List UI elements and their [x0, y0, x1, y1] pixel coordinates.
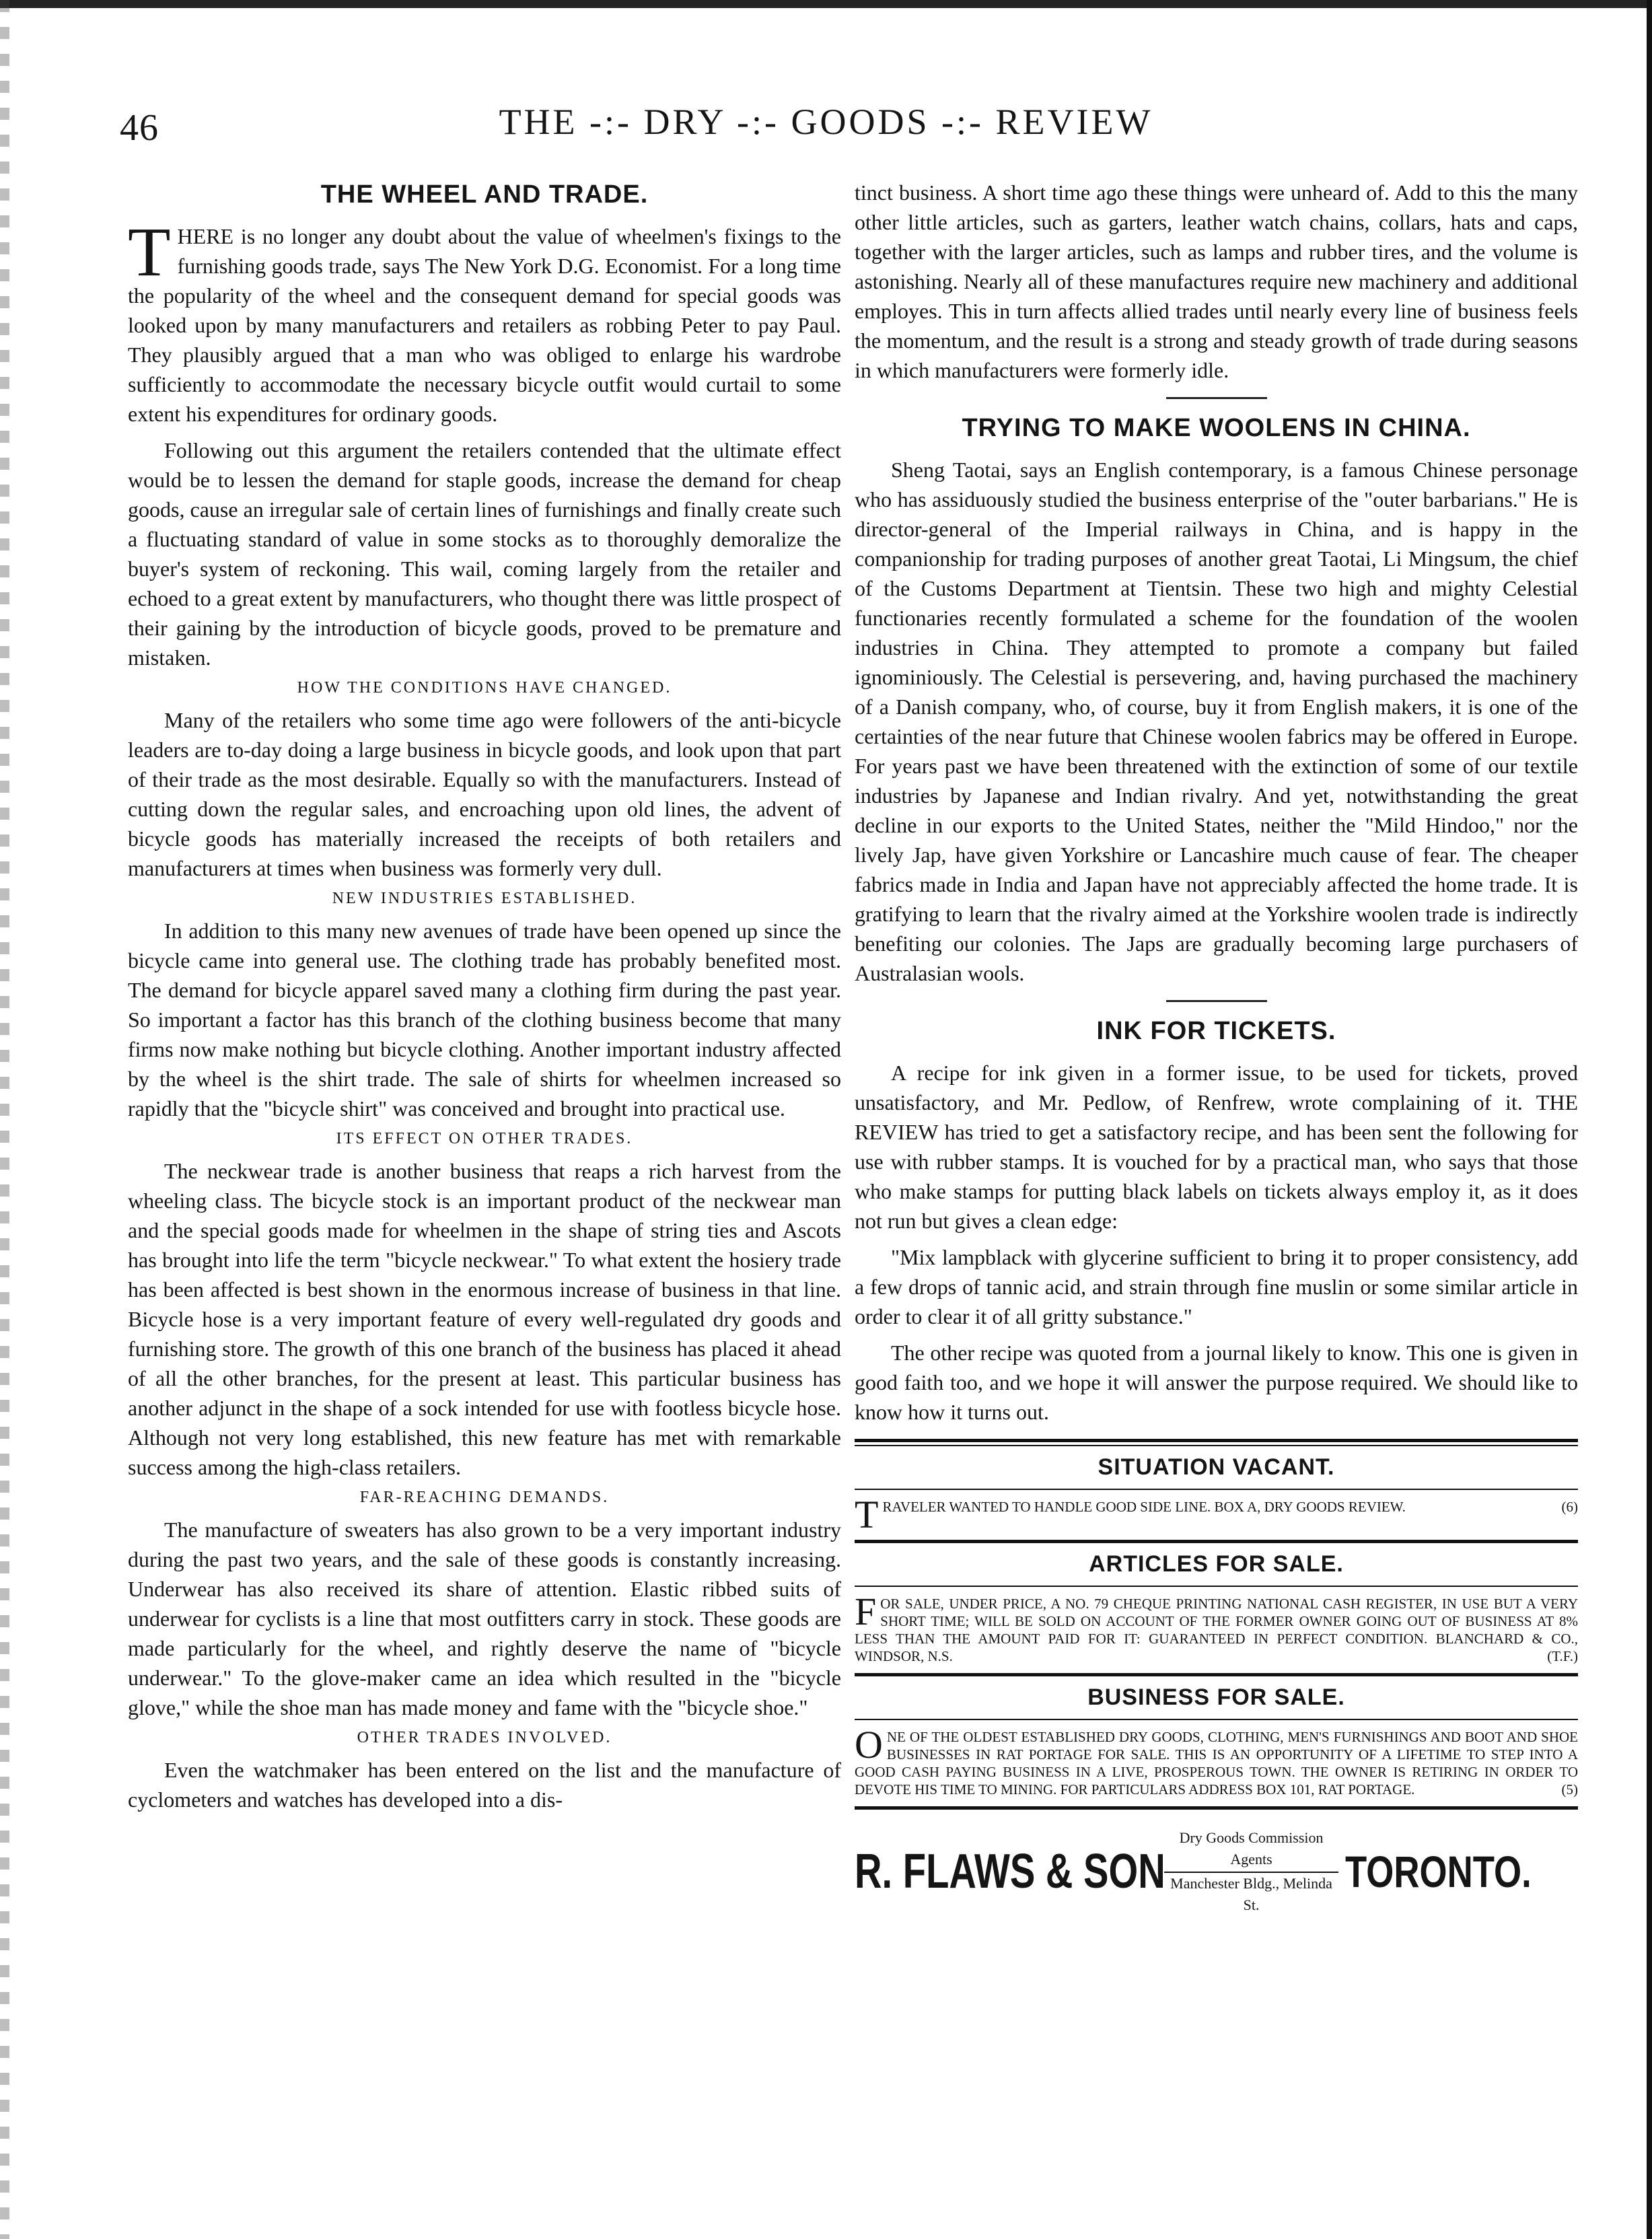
ad-rule [855, 1806, 1578, 1810]
ad-number: (6) [1561, 1499, 1578, 1515]
wheel-paragraph-3: Many of the retailers who some time ago were followers of the anti-bicycle leaders are to-day doing a large business in bicycle goods, and look upon that part of their trade as the most desirable. Equally so with the manufacturers. Instead of cutting down the regular sales, and encroaching upon old lines, the advent of bicycle goods has materially increased the receipts of both retailers and manufacturers at times when business was formerly very dull. [128, 708, 841, 880]
running-head: THE -:- DRY -:- GOODS -:- REVIEW [499, 102, 1153, 142]
article-title-wheel: THE WHEEL AND TRADE. [320, 180, 649, 209]
firm-name: R. FLAWS & SON [855, 1845, 1165, 1898]
separator-rule [1166, 1000, 1267, 1002]
article-title-ink: INK FOR TICKETS. [1096, 1017, 1336, 1045]
left-column [128, 168, 841, 1821]
firm-city: TORONTO. [1345, 1847, 1532, 1896]
situation-vacant-ad [855, 1493, 1578, 1536]
ad-rule [855, 1719, 1578, 1720]
subheading-demands: FAR-REACHING DEMANDS. [359, 1489, 610, 1506]
ink-paragraph-1: A recipe for ink given in a former issue, to be used for tickets, proved unsatisfactory, and Mr. Pedlow, of Renfrew, wrote complaining of it. THE REVIEW has tried to get a satisfactory recipe, and has been sent the following for use with rubber stamps. It is vouched for by a practical man, who says that those who make stamps for putting black labels on tickets always employ it, as it does not run but gives a clean edge: [855, 1061, 1578, 1233]
top-border [0, 0, 1652, 8]
firm-trade: Dry Goods Commission Agents [1164, 1827, 1338, 1873]
ad-rule [855, 1673, 1578, 1676]
articles-for-sale-heading: ARTICLES FOR SALE. [1089, 1551, 1344, 1577]
footer-advertisement [855, 1827, 1578, 1916]
situation-vacant-text: RAVELER WANTED TO HANDLE GOOD SIDE LINE. BOX A, DRY GOODS REVIEW. [882, 1499, 1406, 1515]
ink-paragraph-2: "Mix lampblack with glycerine sufficient to bring it to proper consistency, add a few drops of tannic acid, and strain through fine muslin or some similar article in order to clear it of all gritty substance." [855, 1245, 1578, 1328]
business-for-sale-text: NE OF THE OLDEST ESTABLISHED DRY GOODS, CLOTHING, MEN'S FURNISHINGS AND BOOT AND SHOE BUSINESSES IN RAT PORTAGE FOR SALE. THIS IS AN OPPORTUNITY OF A LIFETIME TO STEP INTO A GOOD CASH PAYING BUSINESS IN A LIVE, PROSPEROUS TOWN. THE OWNER IS RETIRING IN ORDER TO DEVOTE HIS TIME TO MINING. FOR PARTICULARS ADDRESS BOX 101, RAT PORTAGE. [855, 1729, 1578, 1798]
wheel-paragraph-5: The neckwear trade is another business that reaps a rich harvest from the wheeling class. The bicycle stock is an important product of the neckwear man and the special goods made for wheelmen in the shape of string ties and Ascots has brought into life the term "bicycle neckwear." To what extent the hosiery trade has been affected is best shown in the enormous increase of business in that line. Bicycle hose is a very important feature of every well-regulated dry goods and furnishing store. The growth of this one branch of the business has placed it ahead of all the other branches, for the present at least. This particular business has another adjunct in the shape of a sock intended for use with footless bicycle hose. Although not very long established, this new feature has met with remarkable success among the high-class retailers. [128, 1159, 841, 1479]
subheading-other-trades: OTHER TRADES INVOLVED. [357, 1729, 612, 1746]
ad-drop-cap: T [855, 1493, 879, 1536]
wheel-paragraph-2: Following out this argument the retailers contended that the ultimate effect would be to lessen the demand for staple goods, increase the demand for cheap goods, cause an irregular sale of certain lines of furnishings and finally create such a fluctuating standard of value in some stocks as to thoroughly demoralize the buyer's system of reckoning. This wail, coming largely from the retailer and echoed to a great extent by manufacturers, who thought there was little prospect of their gaining by the introduction of bicycle goods, proved to be premature and mistaken. [128, 438, 841, 670]
subheading-effect: ITS EFFECT ON OTHER TRADES. [336, 1130, 633, 1147]
ad-rule [855, 1586, 1578, 1587]
right-column [855, 168, 1578, 1916]
ad-rule [855, 1439, 1578, 1442]
ad-drop-cap: F [855, 1590, 877, 1633]
wheel-paragraph-8: tinct business. A short time ago these things were unheard of. Add to this the many other little articles, such as garters, leather watch chains, collars, hats and caps, together with the larger articles, such as lamps and rubber tires, and the volume is astonishing. Nearly all of these manufactures require new machinery and additional employes. This in turn affects allied trades until nearly every line of business feels the momentum, and the result is a strong and steady growth of trade during seasons in which manufacturers were formerly idle. [855, 180, 1578, 382]
classified-ads [855, 1439, 1578, 1810]
ad-rule [855, 1489, 1578, 1490]
page-edge [1647, 0, 1652, 2239]
binding-edge [0, 0, 9, 2239]
wheel-paragraph-4: In addition to this many new avenues of trade have been opened up since the bicycle came into general use. The clothing trade has probably benefited most. The demand for bicycle apparel saved many a clothing firm during the past year. So important a factor has this branch of the clothing business become that many firms now make nothing but bicycle clothing. Another important industry affected by the wheel is the shirt trade. The sale of shirts for wheelmen increased so rapidly that the "bicycle shirt" was conceived and brought into practical use. [128, 919, 841, 1121]
wheel-paragraph-1 [128, 213, 841, 429]
ad-number: (5) [1561, 1781, 1578, 1798]
business-for-sale-ad [855, 1723, 1578, 1798]
ad-drop-cap: O [855, 1723, 883, 1767]
ink-paragraph-3: The other recipe was quoted from a journal likely to know. This one is given in good faith too, and we hope it will answer the purpose required. We should like to know how it turns out. [855, 1341, 1578, 1424]
articles-for-sale-ad [855, 1590, 1578, 1665]
situation-vacant-heading: SITUATION VACANT. [1098, 1454, 1335, 1480]
wheel-paragraph-1-text: HERE is no longer any doubt about the value of wheelmen's fixings to the furnishing goods trade, says The New York D.G. Economist. For a long time the popularity of the wheel and the consequent demand for special goods was looked upon by many manufacturers and retailers as robbing Peter to pay Paul. They plausibly argued that a man who was obliged to enlarge his wardrobe sufficiently to accommodate the necessary bicycle outfit would curtail to some extent his expenditures for ordinary goods. [128, 224, 841, 426]
article-title-woolens: TRYING TO MAKE WOOLENS IN CHINA. [962, 414, 1471, 442]
articles-for-sale-text: OR SALE, UNDER PRICE, A NO. 79 CHEQUE PRINTING NATIONAL CASH REGISTER, IN USE BUT A VERY SHORT TIME; WILL BE SOLD ON ACCOUNT OF THE FORMER OWNER GOING OUT OF BUSINESS AT 8% LESS THAN THE AMOUNT PAID FOR IT: GUARANTEED IN PERFECT CONDITION. BLANCHARD & CO., WINDSOR, N.S. [855, 1596, 1578, 1664]
business-for-sale-heading: BUSINESS FOR SALE. [1087, 1684, 1345, 1710]
firm-address: Manchester Bldg., Melinda St. [1170, 1875, 1332, 1913]
subheading-industries: NEW INDUSTRIES ESTABLISHED. [332, 890, 637, 907]
ad-rule [855, 1445, 1578, 1446]
firm-details [1164, 1827, 1338, 1916]
wheel-paragraph-7: Even the watchmaker has been entered on the list and the manufacture of cyclometers and watches has developed into a dis- [128, 1758, 841, 1812]
drop-cap: T [128, 213, 171, 291]
page-number: 46 [120, 107, 159, 149]
wheel-paragraph-6: The manufacture of sweaters has also grown to be a very important industry during the past two years, and the sale of these goods is constantly increasing. Underwear has also received its share of attention. Elastic ribbed suits of underwear for cyclists is a line that most outfitters carry in stock. These goods are made particularly for the wheel, and rightly deserve the name of "bicycle underwear." To the glove-maker came an idea which resulted in the "bicycle glove," while the shoe man has made money and fame with the "bicycle shoe." [128, 1518, 841, 1719]
ad-rule [855, 1540, 1578, 1543]
woolens-paragraph-1: Sheng Taotai, says an English contemporary, is a famous Chinese personage who has assiduously studied the business enterprise of the "outer barbarians." He is director-general of the Imperial railways in China, and is happy in the companionship for trading purposes of another great Taotai, Li Mingsum, the chief of the Customs Department at Tientsin. These two high and mighty Celestial functionaries recently formulated a scheme for the foundation of the woolen industries in China. They attempted to promote a company but failed ignominiously. The Celestial is persevering, and, having purchased the machinery of a Danish company, who, of course, buy it from English makers, it is one of the certainties of the near future that Chinese woolen fabrics may be offered in Europe. For years past we have been threatened with the extinction of some of our textile industries by Japanese and Indian rivalry. And yet, notwithstanding the great decline in our exports to the United States, neither the "Mild Hindoo," nor the lively Jap, have given Yorkshire or Lancashire much cause of fear. The cheaper fabrics made in India and Japan have not appreciably affected the home trade. It is gratifying to learn that the rivalry aimed at the Yorkshire woolen trade is indirectly benefiting our colonies. The Japs are gradually becoming large purchasers of Australasian wools. [855, 458, 1578, 985]
ad-number: (T.F.) [1547, 1648, 1578, 1664]
separator-rule [1166, 397, 1267, 399]
subheading-conditions: HOW THE CONDITIONS HAVE CHANGED. [297, 679, 672, 697]
